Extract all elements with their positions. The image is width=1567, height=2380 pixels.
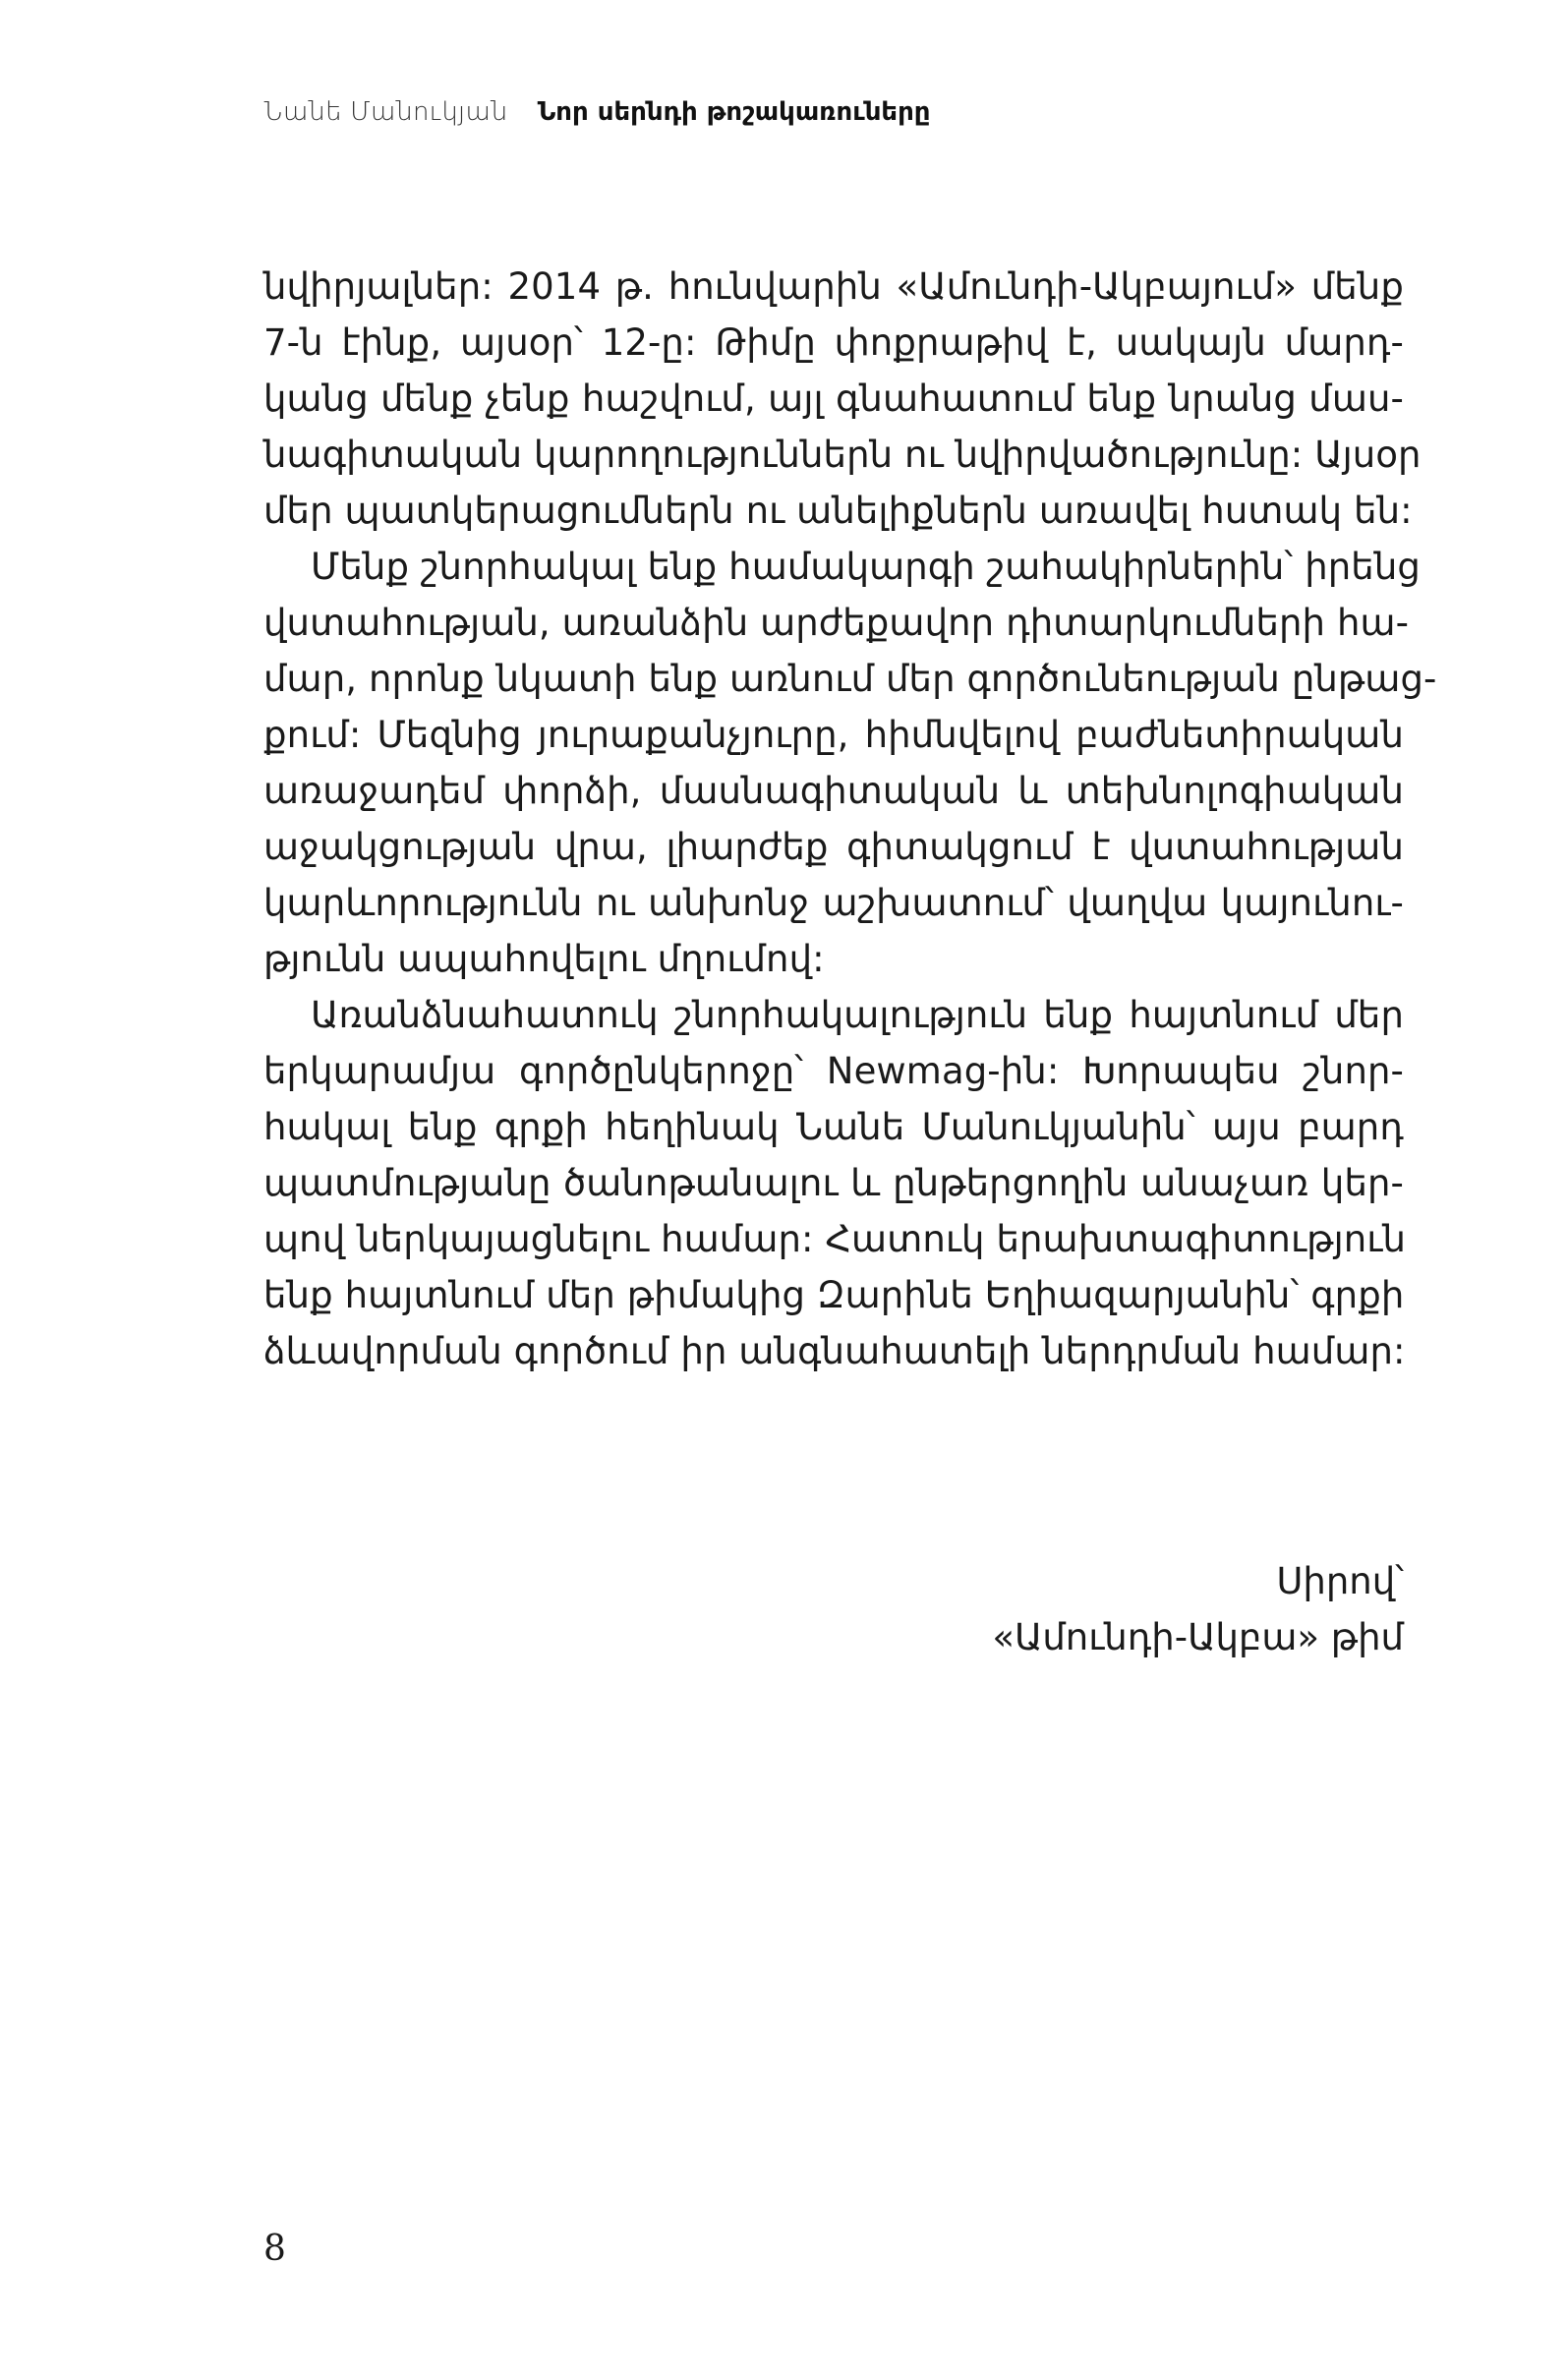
text-line: առաջադեմ փորձի, մասնագիտական և տեխնոլոգիական [263, 770, 1404, 812]
signature-greeting: Սիրով՝ [1276, 1560, 1404, 1602]
text-line: երկարամյա գործընկերոջը՝ Newmag-ին: Խորապես շնոր- [263, 1050, 1404, 1092]
text-line: հակալ ենք գրքի հեղինակ Նանե Մանուկյանին՝ այս բարդ [263, 1106, 1404, 1148]
text-line: մեր պատկերացումներն ու անելիքներն առավել հստակ են: [263, 490, 1413, 532]
text-line: թյունն ապահովելու մղումով: [263, 938, 825, 980]
paragraph-3 [263, 987, 1407, 1379]
signature [992, 1553, 1404, 1665]
text-line: պատմությանը ծանոթանալու և ընթերցողին անաչառ կեր- [263, 1162, 1404, 1204]
text-line: մար, որոնք նկատի ենք առնում մեր գործունեության ընթաց- [263, 658, 1437, 700]
text-line: պով ներկայացնելու համար: Հատուկ երախտագիտություն [263, 1218, 1407, 1260]
text-line: ենք հայտնում մեր թիմակից Զարինե Եղիազարյանին՝ գրքի [263, 1274, 1405, 1316]
page-number: 8 [263, 2229, 286, 2269]
text-line: ձևավորման գործում իր անգնահատելի ներդրման համար: [263, 1330, 1406, 1372]
text-line: կարևորությունն ու անխոնջ աշխատում՝ վաղվա կայունու- [263, 882, 1404, 924]
signature-team: «Ամունդի-Ակբա» թիմ [992, 1616, 1404, 1658]
body-text [263, 259, 1437, 1379]
text-line: կանց մենք չենք հաշվում, այլ գնահատում ենք նրանց մաս- [263, 377, 1404, 420]
text-line: վստահության, առանձին արժեքավոր դիտարկումների հա- [263, 602, 1410, 644]
text-line: նվիրյալներ: 2014 թ. հունվարին «Ամունդի-Ակբայում» մենք [263, 265, 1404, 308]
text-line: Առանձնահատուկ շնորհակալություն ենք հայտնում մեր [311, 994, 1404, 1036]
text-line: քում: Մեզնից յուրաքանչյուրը, հիմնվելով բաժնետիրական [263, 714, 1404, 756]
paragraph-2 [263, 539, 1437, 987]
running-header [263, 94, 930, 130]
paragraph-1 [263, 259, 1422, 539]
header-book-title: Նոր սերնդի թոշակառուները [537, 97, 931, 127]
text-line: 7-ն էինք, այսօր՝ 12-ը: Թիմը փոքրաթիվ է, սակայն մարդ- [263, 321, 1404, 364]
header-author: Նանե Մանուկյան [263, 97, 508, 127]
text-line: Մենք շնորհակալ ենք համակարգի շահակիրներին՝ իրենց [311, 546, 1421, 588]
text-line: աջակցության վրա, լիարժեք գիտակցում է վստահության [263, 826, 1404, 868]
text-line: նագիտական կարողություններն ու նվիրվածությունը: Այսօր [263, 434, 1422, 476]
